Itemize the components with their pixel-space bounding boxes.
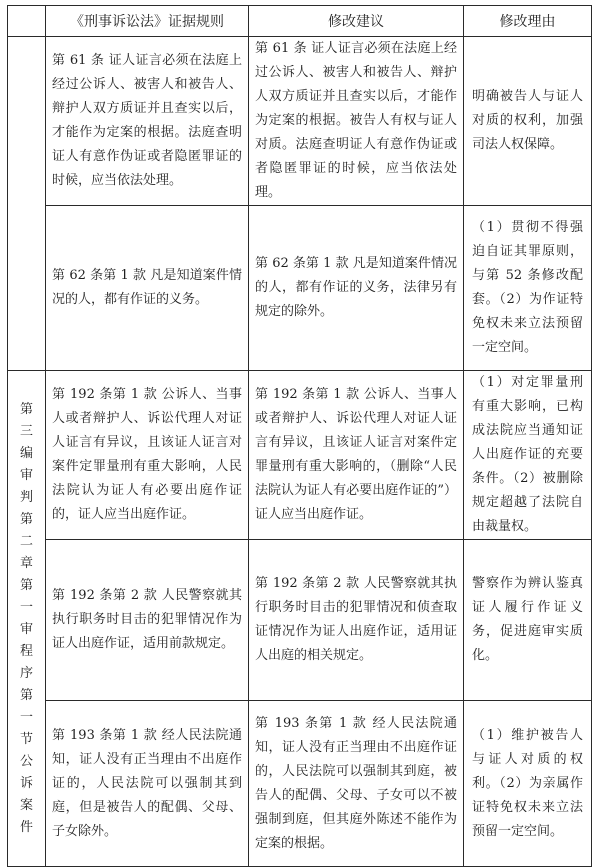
suggestion-cell: 第 62 条第 1 款 凡是知道案件情况的人，都有作证的义务，法律另有规定的除外。 <box>249 206 464 371</box>
header-rule: 《刑事诉讼法》证据规则 <box>46 6 249 37</box>
table-row <box>8 37 592 206</box>
reason-cell: （1）维护被告人与证人对质的权利。（2）为亲属作证特免权未来立法预留一定空间。 <box>464 701 592 867</box>
section-label <box>8 371 46 867</box>
reason-cell: 警察作为辨认鉴真证人履行作证义务，促进庭审实质化。 <box>464 540 592 701</box>
rule-cell: 第 61 条 证人证言必须在法庭上经过公诉人、被害人和被告人、辩护人双方质证并且查实以后，才能作为定案的根据。法庭查明证人有意作伪证或者隐匿罪证的时候，应当依法处理。 <box>46 37 249 206</box>
rule-cell: 第 62 条第 1 款 凡是知道案件情况的人，都有作证的义务。 <box>46 206 249 371</box>
section-label-empty <box>8 37 46 371</box>
table-row <box>8 371 592 540</box>
evidence-rules-table <box>7 5 592 867</box>
suggestion-cell: 第 192 条第 2 款 人民警察就其执行职务时目击的犯罪情况和侦查取证情况作为证人出庭作证，适用证人出庭的相关规定。 <box>249 540 464 701</box>
rule-cell: 第 192 条第 1 款 公诉人、当事人或者辩护人、诉讼代理人对证人证言有异议，且该证人证言对案件定罪量刑有重大影响，人民法院认为证人有必要出庭作证的，证人应当出庭作证。 <box>46 371 249 540</box>
corner-cell <box>8 6 46 37</box>
table-row <box>8 206 592 371</box>
suggestion-cell: 第 192 条第 1 款 公诉人、当事人或者辩护人、诉讼代理人对证人证言有异议，且该证人证言对案件定罪量刑有重大影响的，（删除“人民法院认为证人有必要出庭作证的”）证人应当出庭作证。 <box>249 371 464 540</box>
table-row <box>8 540 592 701</box>
rule-cell: 第 193 条第 1 款 经人民法院通知，证人没有正当理由不出庭作证的，人民法院可以强制其到庭，但是被告人的配偶、父母、子女除外。 <box>46 701 249 867</box>
suggestion-cell: 第 61 条 证人证言必须在法庭上经过公诉人、被害人和被告人、辩护人双方质证并且查实以后，才能作为定案的根据。被告人有权与证人对质。法庭查明证人有意作伪证或者隐匿罪证的时候，应当依法处理。 <box>249 37 464 206</box>
table-row <box>8 701 592 867</box>
header-reason: 修改理由 <box>464 6 592 37</box>
reason-cell: （1）对定罪量刑有重大影响，已构成法院应当通知证人出庭作证的充要条件。（2）被删除规定超越了法院自由裁量权。 <box>464 371 592 540</box>
rule-cell: 第 192 条第 2 款 人民警察就其执行职务时目击的犯罪情况作为证人出庭作证，适用前款规定。 <box>46 540 249 701</box>
table-header-row <box>8 6 592 37</box>
reason-cell: 明确被告人与证人对质的权利，加强司法人权保障。 <box>464 37 592 206</box>
reason-cell: （1）贯彻不得强迫自证其罪原则，与第 52 条修改配套。（2）为作证特免权未来立法预留一定空间。 <box>464 206 592 371</box>
header-suggestion: 修改建议 <box>249 6 464 37</box>
section-label-text: 第三编审判第二章第一审程序第一节公诉案件 <box>19 401 33 835</box>
suggestion-cell: 第 193 条第 1 款 经人民法院通知，证人没有正当理由不出庭作证的，人民法院可以强制其到庭，被告人的配偶、父母、子女可以不被强制到庭，但其庭外陈述不能作为定案的根据。 <box>249 701 464 867</box>
